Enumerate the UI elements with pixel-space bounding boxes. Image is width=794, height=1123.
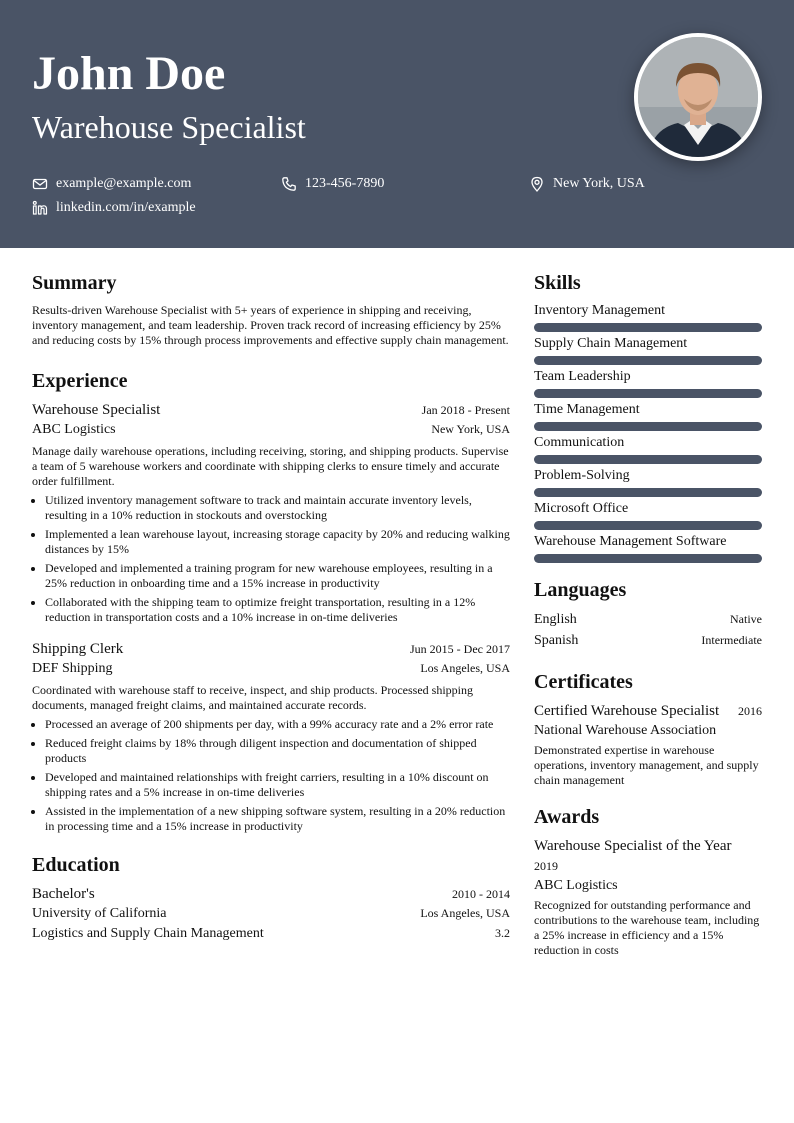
skill-label: Problem-Solving [534,468,630,483]
experience-item [32,400,510,625]
profile-photo [634,33,762,161]
awards-heading: Awards [534,806,600,828]
job-achievements [32,717,510,834]
certificates-section [534,669,762,788]
awards-section [534,804,762,958]
job-company: DEF Shipping [32,661,113,676]
languages-heading: Languages [534,579,627,601]
resume-header [0,0,794,248]
education-section [32,852,510,944]
award-issuer: ABC Logistics [534,878,618,893]
language-level: Intermediate [701,633,762,647]
degree: Bachelor's [32,886,95,902]
contact-linkedin[interactable] [32,199,196,217]
skill-bar [534,455,762,464]
skill-label: Communication [534,435,625,450]
achievement-item: • Implemented a lean warehouse layout, increasing storage capacity by 20% and reducing walking distances by 15% [45,527,510,557]
award-name: Warehouse Specialist of the Year [534,838,732,854]
language-name: English [534,612,577,627]
candidate-title: Warehouse Specialist [32,109,306,145]
school-location: Los Angeles, USA [420,906,510,920]
skill-label: Team Leadership [534,369,631,384]
achievement-item: • Collaborated with the shipping team to optimize freight transportation, resulting in a 12% reduction in transportation costs and a 10% increase in on-time deliveries [45,595,510,625]
contact-email[interactable] [32,175,191,193]
job-title: Warehouse Specialist [32,402,161,418]
linkedin-icon [32,200,48,216]
skill-bar [534,422,762,431]
achievement-item: • Assisted in the implementation of a new shipping software system, resulting in a 20% reduction in processing time and a 15% increase in productivity [45,804,510,834]
skill-label: Warehouse Management Software [534,534,727,549]
skill-bar [534,521,762,530]
gpa: 3.2 [495,926,510,940]
candidate-name: John Doe [32,47,226,100]
contact-email-text: example@example.com [56,176,192,191]
job-dates: Jun 2015 - Dec 2017 [410,642,510,656]
contact-location [529,175,645,193]
right-column [534,270,762,958]
skill-item [534,467,762,497]
language-level: Native [730,612,762,626]
achievement-item: • Developed and maintained relationships with freight carriers, resulting in a 10% discount on shipping rates and a 5% increase in on-time deliveries [45,770,510,800]
left-column [32,270,510,944]
school-name: University of California [32,906,167,921]
skill-label: Microsoft Office [534,501,629,516]
skill-bar [534,356,762,365]
skills-list [534,302,762,563]
achievement-item: • Reduced freight claims by 18% through diligent inspection and documentation of shipped products [45,736,510,766]
job-title: Shipping Clerk [32,641,124,657]
profile-photo-image [638,37,758,157]
skill-label: Inventory Management [534,303,666,318]
experience-section [32,368,510,834]
skill-item [534,368,762,398]
certificate-description: Demonstrated expertise in warehouse operations, inventory management, and supply chain management [534,743,759,787]
skills-heading: Skills [534,272,581,294]
contact-location-text: New York, USA [553,176,645,191]
contact-linkedin-text: linkedin.com/in/example [56,200,196,215]
award-year: 2019 [534,859,558,873]
job-location: New York, USA [431,422,510,436]
job-description: Coordinated with warehouse staff to receive, inspect, and ship products. Processed shipping documents, managed freight claims, and maintained accurate records. [32,683,474,712]
skill-label: Time Management [534,402,640,417]
language-name: Spanish [534,633,579,648]
achievement-item: • Utilized inventory management software to track and maintain accurate inventory levels, resulting in a 10% reduction in stockouts and overstocking [45,493,510,523]
skill-bar [534,554,762,563]
skills-section [534,270,762,563]
achievement-item: • Developed and implemented a training program for new warehouse employees, resulting in a 25% reduction in onboarding time and a 15% increase in productivity [45,561,510,591]
location-pin-icon [529,176,545,192]
skill-item [534,434,762,464]
summary-heading: Summary [32,272,117,294]
skill-item [534,401,762,431]
mail-icon [32,176,48,192]
summary-section [32,270,510,348]
skill-item [534,302,762,332]
job-company: ABC Logistics [32,422,116,437]
contact-phone[interactable] [281,175,384,193]
skill-label: Supply Chain Management [534,336,688,351]
experience-heading: Experience [32,370,128,392]
certificate-issuer: National Warehouse Association [534,723,717,738]
field-of-study: Logistics and Supply Chain Management [32,926,264,941]
skill-bar [534,488,762,497]
skill-bar [534,389,762,398]
certificate-name: Certified Warehouse Specialist [534,703,720,719]
job-description: Manage daily warehouse operations, including receiving, storing, and shipping products. Supervise a team of 5 warehouse workers and coordinate with shipping clerks to ensure timely and accurate order fulfillment. [32,444,509,488]
summary-text: Results-driven Warehouse Specialist with 5+ years of experience in shipping and receiving, inventory management, and team leadership. Proven track record of increasing efficiency by 25% and reducing costs by 15% through process improvements and effective supply chain management. [32,303,509,347]
certificate-year: 2016 [738,704,762,718]
contact-phone-text: 123-456-7890 [305,176,385,191]
skill-bar [534,323,762,332]
job-achievements [32,493,510,625]
skill-item [534,335,762,365]
experience-item [32,639,510,834]
languages-section [534,577,762,651]
certificates-heading: Certificates [534,671,633,693]
skill-item [534,500,762,530]
job-location: Los Angeles, USA [420,661,510,675]
job-dates: Jan 2018 - Present [421,403,510,417]
skill-item [534,533,762,563]
language-item [534,630,762,651]
achievement-item: • Processed an average of 200 shipments per day, with a 99% accuracy rate and a 2% error rate [45,717,510,732]
phone-icon [281,176,297,192]
award-description: Recognized for outstanding performance and contributions to the warehouse team, including a 25% increase in efficiency and a 15% reduction in costs [534,898,760,957]
language-item [534,609,762,630]
education-dates: 2010 - 2014 [452,887,510,901]
education-heading: Education [32,854,120,876]
